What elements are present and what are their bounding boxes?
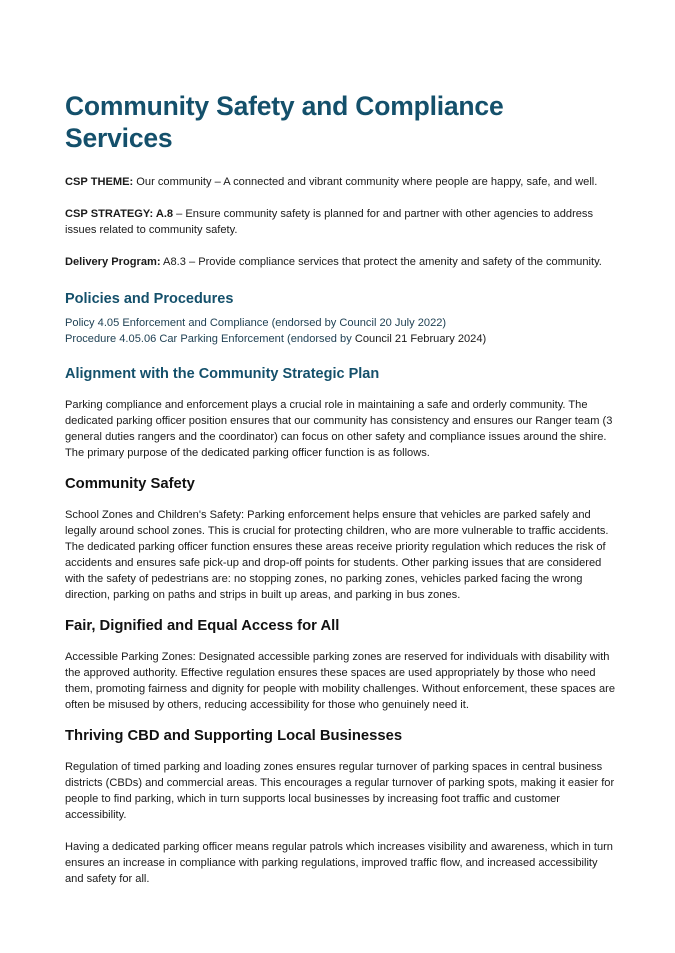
alignment-heading: Alignment with the Community Strategic Plan: [65, 366, 380, 382]
fair-access-heading: Fair, Dignified and Equal Access for All: [65, 618, 340, 634]
cbd-body-2: Having a dedicated parking officer means regular patrols which increases visibility and awareness, which in turn ensures an increase in compliance with parking regulations, improved traffic flow, and increased accessibility and safety for all.: [65, 841, 613, 885]
csp-theme-text: Our community – A connected and vibrant community where people are happy, safe, and well.: [133, 176, 598, 188]
page-title: Community Safety and Compliance Services: [65, 91, 504, 153]
cbd-body-1: Regulation of timed parking and loading zones ensures regular turnover of parking spaces in central business districts (CBDs) and commercial areas. This encourages a regular turnover of parking spots, making it easier for people to find parking, which in turn supports local businesses by increasing foot traffic and customer accessibility.: [65, 761, 615, 821]
policy-line: Policy 4.05 Enforcement and Compliance (endorsed by Council 20 July 2022): [65, 317, 447, 329]
delivery-program-paragraph: [65, 254, 617, 270]
cbd-heading: Thriving CBD and Supporting Local Businesses: [65, 728, 403, 744]
csp-theme-paragraph: [65, 174, 617, 190]
delivery-program-label: Delivery Program:: [65, 256, 161, 268]
csp-strategy-label: CSP STRATEGY: A.8: [65, 208, 174, 220]
policies-heading: Policies and Procedures: [65, 291, 234, 307]
procedure-line: [65, 332, 617, 348]
fair-access-body: Accessible Parking Zones: Designated accessible parking zones are reserved for individuals with disability with the approved authority. Effective regulation ensures these spaces are used appropriately by those who need them, promoting fairness and dignity for people with mobility challenges. Without enforcement, these spaces are often be misused by others, reducing accessibility for those who genuinely need it.: [65, 651, 616, 711]
delivery-program-text: A8.3 – Provide compliance services that protect the amenity and safety of the community.: [160, 256, 602, 268]
procedure-line-part-b: Council 21 February 2024): [354, 332, 487, 345]
procedure-line-part-a: Procedure 4.05.06 Car Parking Enforcement (endorsed by: [65, 332, 355, 345]
community-safety-heading: Community Safety: [65, 476, 195, 492]
alignment-body: Parking compliance and enforcement plays a crucial role in maintaining a safe and orderly community. The dedicated parking officer position ensures that our community has consistency and ensures our Ranger team (3 general duties rangers and the coordinator) can focus on other safety and compliance issues around the shire. The primary purpose of the dedicated parking officer function is as follows.: [65, 399, 613, 459]
community-safety-body: School Zones and Children's Safety: Parking enforcement helps ensure that vehicles are parked safely and legally around school zones. This is crucial for protecting children, who are more vulnerable to traffic accidents. The dedicated parking officer function ensures these areas receive priority regulation which reduces the risk of accidents and ensures safe pick-up and drop-off points for students. Other parking issues that are considered with the safety of pedestrians are: no stopping zones, no parking zones, vehicles parked facing the wrong direction, parking on paths and strips in built up areas, and parking in bus zones.: [65, 509, 609, 601]
csp-strategy-paragraph: [65, 206, 617, 238]
csp-theme-label: CSP THEME:: [65, 176, 134, 188]
csp-strategy-text: – Ensure community safety is planned for and partner with other agencies to address issues related to community safety.: [65, 208, 594, 236]
